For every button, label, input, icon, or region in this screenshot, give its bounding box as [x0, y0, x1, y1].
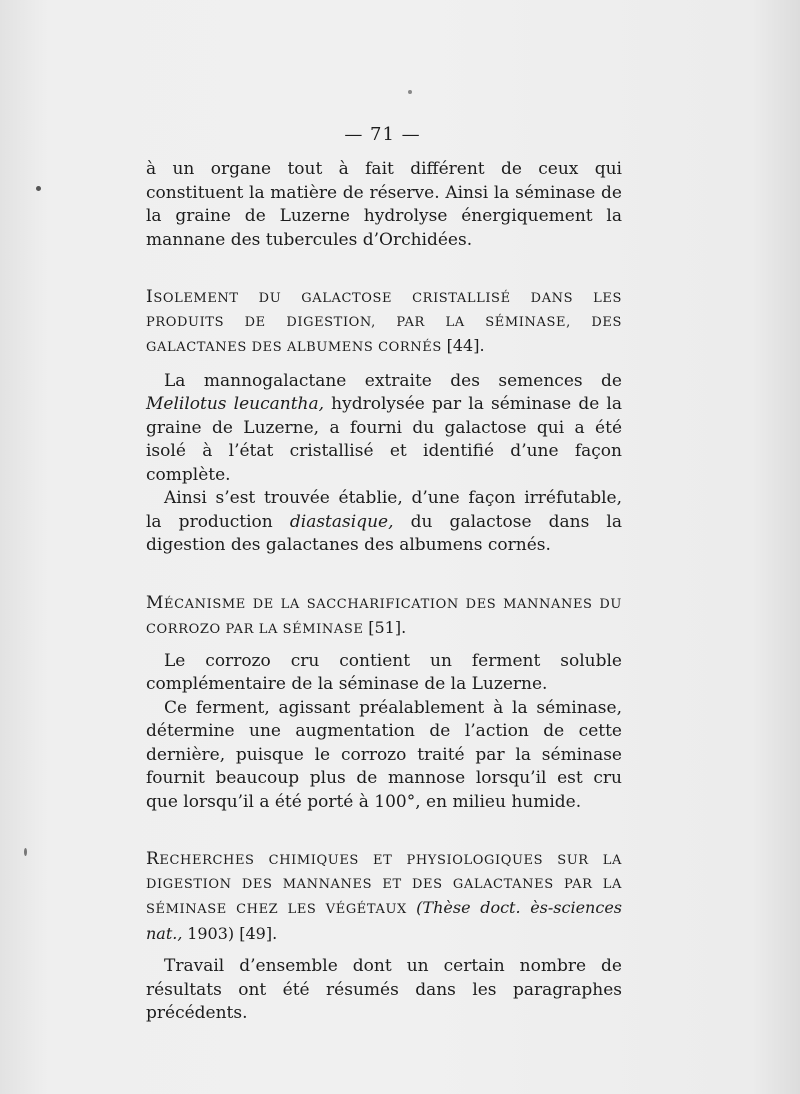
page-number: — 71 —: [344, 124, 421, 145]
heading-initial: M: [146, 592, 165, 613]
paragraph: Ce ferment, agissant préalablement à la séminase, détermine une augmentation de l’action de cette dernière, puisque le corrozo traité par la séminase fournit beaucoup plus de mannose lorsqu’il est cru que lorsqu’il a été porté à 100°, en milieu humide.: [146, 697, 622, 812]
heading-reference: 1903) [49].: [187, 923, 278, 943]
page-speck: [408, 90, 412, 94]
emphasis: diastasique,: [289, 511, 394, 532]
heading-reference: [51].: [368, 618, 407, 637]
section-heading-recherches: [146, 848, 622, 947]
species-name: Melilotus leucantha,: [146, 394, 325, 414]
paragraph: La mannogalactane extraite des semences de Melilotus leucantha, hydrolysée par la séminase de la graine de Luzerne, a fourni du galactose qui a été isolé à l’état cristallisé et identifié d’une façon complète.: [146, 370, 622, 485]
heading-reference: [44].: [446, 336, 485, 355]
paragraph: Ainsi s’est trouvée établie, d’une façon irréfutable, la production diastasique, du galactose dans la digestion des galactanes des albumens cornés.: [146, 488, 623, 555]
page-speck: [24, 848, 27, 856]
paragraph: Travail d’ensemble dont un certain nombre de résultats ont été résumés dans les paragraphes précédents.: [146, 956, 622, 1023]
section-heading-mecanisme: [146, 592, 622, 642]
intro-paragraph: à un organe tout à fait différent de ceux qui constituent la matière de réserve. Ainsi la séminase de la graine de Luzerne hydrolyse énergiquement la mannane des tubercules d’Orchidées.: [146, 159, 622, 250]
heading-text: SOLEMENT DU GALACTOSE CRISTALLISÉ DANS LES PRODUITS DE DIGESTION, PAR LA SÉMINASE, DES GALACTANES DES ALBUMENS CORNÉS: [146, 291, 622, 355]
heading-initial: R: [146, 849, 160, 869]
heading-text: ECHERCHES CHIMIQUES ET PHYSIOLOGIQUES SUR LA DIGESTION DES MANNANES ET DES GALACTANES PAR LA SÉMINASE CHEZ LES VÉGÉTAUX: [146, 853, 622, 917]
paragraph: Le corrozo cru contient un ferment soluble complémentaire de la séminase de la Luzerne.: [146, 650, 622, 694]
page-speck: [36, 186, 41, 191]
section-heading-isolement: [146, 286, 622, 360]
heading-initial: I: [146, 287, 154, 307]
thesis-title: (Thèse doct. ès-sciences nat.,: [146, 898, 622, 943]
heading-text: ÉCANISME DE LA SACCHARIFICATION DES MANNANES DU CORROZO PAR LA SÉMINASE: [146, 596, 622, 637]
page-body: [146, 158, 622, 1026]
